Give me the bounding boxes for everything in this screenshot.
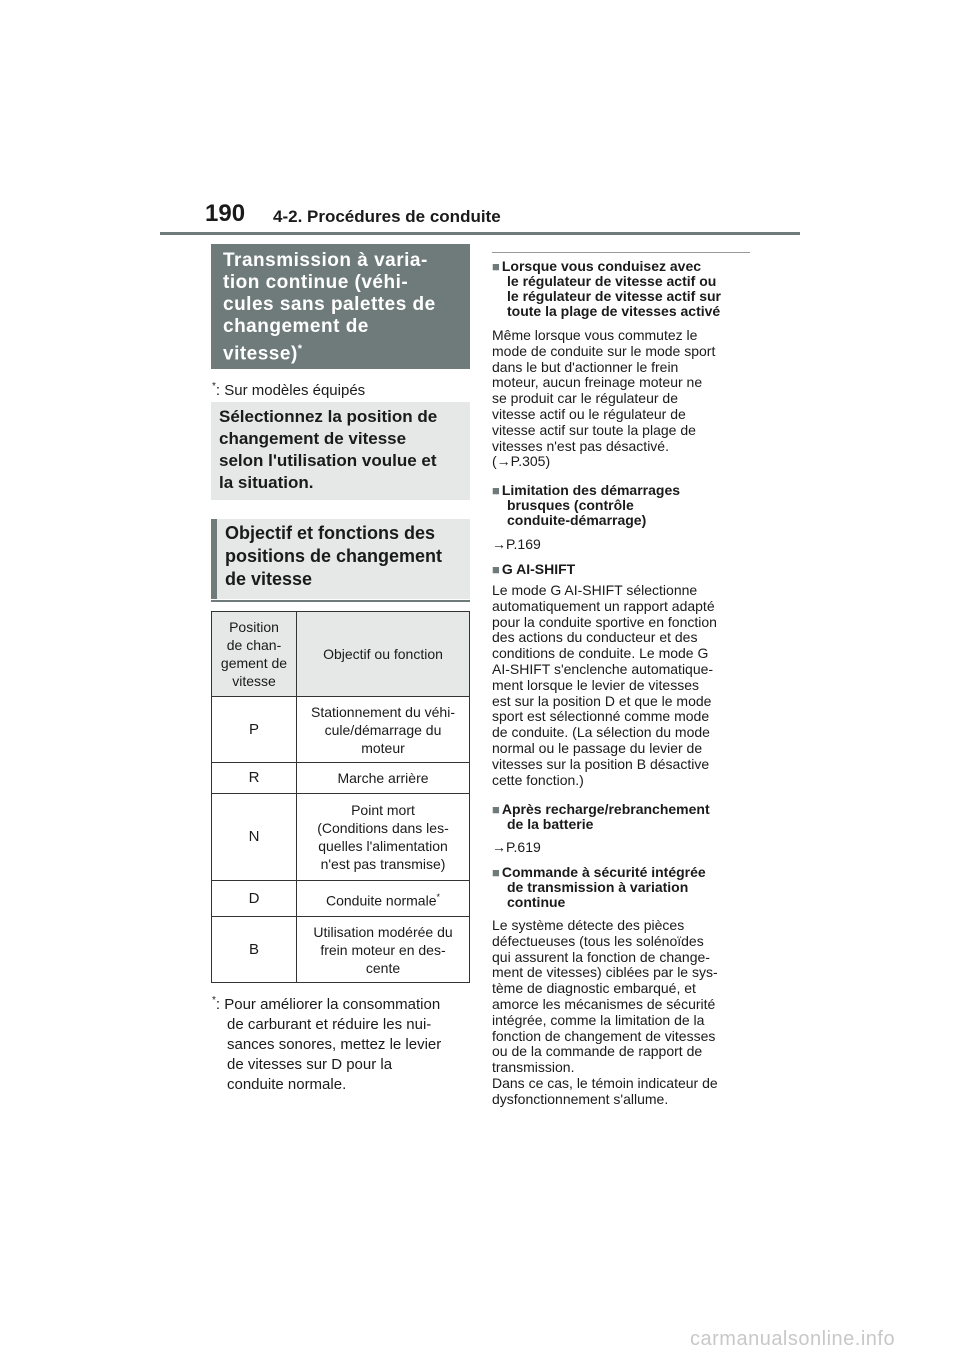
square-bullet-icon: ■ bbox=[492, 562, 500, 577]
page-reference: (→P.305) bbox=[492, 453, 551, 470]
table-row bbox=[212, 697, 470, 763]
shift-position-table bbox=[211, 611, 470, 983]
title-line: changement de bbox=[223, 316, 369, 337]
page-number: 190 bbox=[205, 200, 246, 227]
section-heading-box bbox=[211, 244, 470, 369]
position-cell: D bbox=[212, 881, 297, 917]
table-row bbox=[212, 763, 470, 794]
square-bullet-icon: ■ bbox=[492, 483, 500, 498]
position-cell: N bbox=[212, 794, 297, 881]
title-line: cules sans palettes de bbox=[223, 294, 436, 315]
title-line: Transmission à varia- bbox=[223, 250, 428, 271]
table-row bbox=[212, 917, 470, 983]
title-line: vitesse)* bbox=[223, 343, 303, 365]
table-header-row bbox=[212, 612, 470, 697]
footnote-equipped: *: Sur modèles équipés bbox=[212, 381, 366, 399]
square-bullet-icon: ■ bbox=[492, 259, 500, 274]
function-cell: Point mort (Conditions dans les- quelles l'alimentation n'est pas transmise) bbox=[297, 794, 470, 881]
heading-cruise-control: ■ Lorsque vous conduisez avec le régulateur de vitesse actif ou le régulateur de vitesse actif sur toute la plage de vitesses activé bbox=[492, 258, 721, 319]
position-cell: R bbox=[212, 763, 297, 794]
paragraph-cruise-control: Même lorsque vous commutez le mode de conduite sur le mode sport dans le but d'actionner le frein moteur, aucun freinage moteur ne se produit car le régulateur de vitesse actif ou le régulateur de vitesse actif sur toute la plage de vitesses n'est pas désactivé. (→P.305) bbox=[492, 328, 754, 470]
position-cell: P bbox=[212, 697, 297, 763]
title-line: tion continue (véhi- bbox=[223, 272, 409, 293]
heading-start-limitation: ■ Limitation des démarrages brusques (contrôle conduite-démarrage) bbox=[492, 482, 681, 528]
objective-divider bbox=[211, 600, 470, 602]
paragraph-g-ai-shift: Le mode G AI-SHIFT sélectionne automatiquement un rapport adapté pour la conduite sportive en fonction des actions du conducteur et des conditions de conduite. Le mode G AI-SHIFT s'enclenche automatique- ment lorsque le levier de vitesses est sur la position D et que le mode sport est sélectionné comme mode de conduite. (La sélection du mode normal ou le passage du levier de vitesses sur la position B désactive cette fonction.) bbox=[492, 582, 717, 788]
paragraph-fail-safe: Le système détecte des pièces défectueuses (tous les solénoïdes qui assurent la fonction de change- ment de vitesses) ciblées par le sys- tème de diagnostic embarqué, et amorce les mécanismes de sécurité intégrée, comme la limitation de la fonction de changement de vitesses ou de la commande de rapport de transmission. Dans ce cas, le témoin indicateur de dysfonctionnement s'allume. bbox=[492, 917, 718, 1107]
right-column-divider bbox=[492, 252, 750, 253]
function-cell: Stationnement du véhi- cule/démarrage du moteur bbox=[297, 697, 470, 763]
section-title: 4-2. Procédures de conduite bbox=[273, 207, 501, 226]
square-bullet-icon: ■ bbox=[492, 865, 500, 880]
function-cell: Utilisation modérée du frein moteur en des- cente bbox=[297, 917, 470, 983]
heading-g-ai-shift: ■ G AI-SHIFT bbox=[492, 561, 576, 577]
footnote-marker: * bbox=[297, 343, 303, 355]
heading-battery-reconnect: ■ Après recharge/rebranchement de la batterie bbox=[492, 801, 710, 832]
heading-fail-safe: ■ Commande à sécurité intégrée de transmission à variation continue bbox=[492, 864, 706, 910]
square-bullet-icon: ■ bbox=[492, 802, 500, 817]
function-cell: Conduite normale* bbox=[297, 881, 470, 917]
position-cell: B bbox=[212, 917, 297, 983]
page-reference: →P.169 bbox=[492, 536, 541, 552]
column-header-position: Position de chan- gement de vitesse bbox=[212, 612, 297, 697]
page-reference: →P.619 bbox=[492, 839, 541, 855]
function-cell: Marche arrière bbox=[297, 763, 470, 794]
header-divider bbox=[160, 232, 800, 235]
footnote-normal-driving: *: Pour améliorer la consommation de carburant et réduire les nui- sances sonores, mettez le levier de vitesses sur D pour la conduite normale. bbox=[212, 995, 442, 1093]
table-row bbox=[212, 881, 470, 917]
watermark-text: carmanualsonline.info bbox=[690, 1328, 896, 1350]
column-header-function: Objectif ou fonction bbox=[297, 612, 470, 697]
table-row bbox=[212, 794, 470, 881]
objective-heading: Objectif et fonctions des positions de changement de vitesse bbox=[211, 519, 470, 599]
selection-instruction-box: Sélectionnez la position de changement de vitesse selon l'utilisation voulue et la situation. bbox=[211, 402, 470, 500]
